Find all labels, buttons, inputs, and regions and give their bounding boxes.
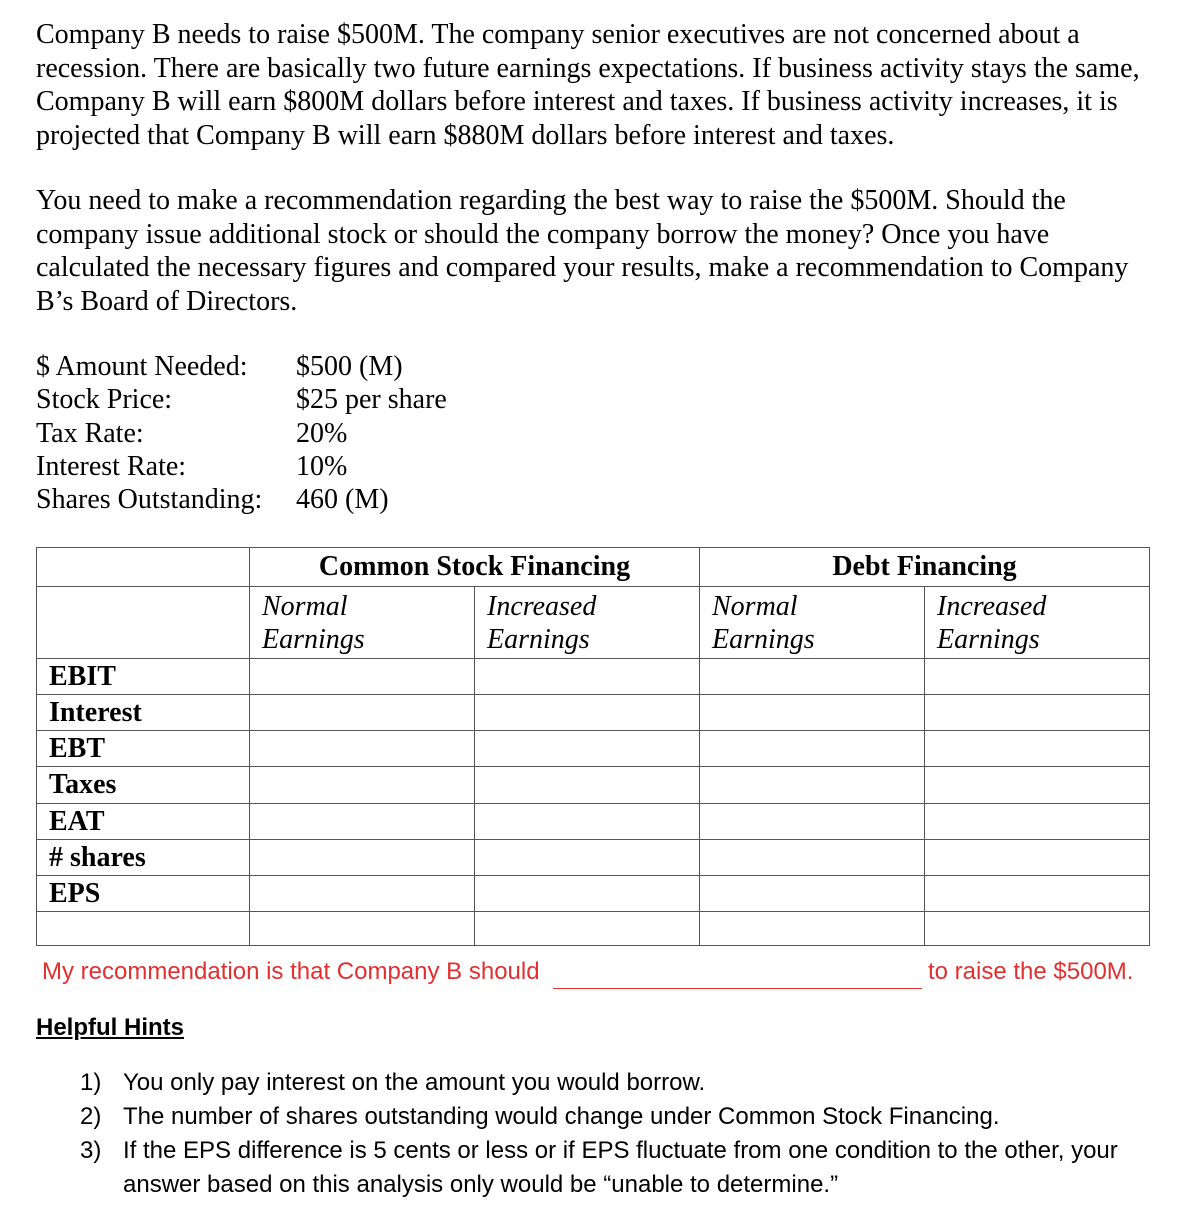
hint-item <box>80 1066 1143 1100</box>
hint-item <box>80 1100 1143 1134</box>
scenario-line1: Normal <box>712 591 798 622</box>
table-cell[interactable] <box>700 767 925 804</box>
table-empty-cell <box>37 587 250 659</box>
row-label-taxes: Taxes <box>37 767 250 804</box>
table-row <box>37 767 1150 804</box>
table-cell[interactable] <box>700 876 925 912</box>
scenario-line1: Increased <box>487 591 597 622</box>
param-row <box>36 450 447 483</box>
intro-paragraph-2: You need to make a recommendation regarding the best way to raise the $500M. Should the company issue additional stock or should the company borrow the money? Once you have calculated the necessary figures and compared your results, make a recommendation to Company B’s Board of Directors. <box>36 185 1129 317</box>
table-row <box>37 840 1150 876</box>
param-value: 20% <box>296 417 348 449</box>
table-cell[interactable] <box>925 876 1150 912</box>
table-cell <box>37 912 250 946</box>
scenario-line2: Earnings <box>262 624 365 655</box>
hint-number: 2) <box>80 1103 102 1130</box>
hint-text: If the EPS difference is 5 cents or less or if EPS fluctuate from one condition to the other, your answer based on this analysis only would be “unable to determine.” <box>123 1137 1118 1198</box>
param-label: Stock Price: <box>36 384 173 416</box>
hint-text: You only pay interest on the amount you would borrow. <box>123 1069 706 1096</box>
intro-paragraph-1: Company B needs to raise $500M. The company senior executives are not concerned about a recession. There are basically two future earnings expectations. If business activity stays the same, Company B will earn $800M dollars before interest and taxes. If business activity increases, it is projected that Company B will earn $880M dollars before interest and taxes. <box>36 19 1140 151</box>
recommendation-blank-line[interactable] <box>553 988 922 989</box>
row-label-eps: EPS <box>37 876 250 912</box>
table-row <box>37 695 1150 731</box>
recommendation-prefix: My recommendation is that Company B should <box>42 958 540 985</box>
parameters-list <box>36 350 447 516</box>
table-cell[interactable] <box>925 840 1150 876</box>
table-scenario-header-row <box>37 587 1150 659</box>
param-row <box>36 350 447 383</box>
scenario-line2: Earnings <box>487 624 590 655</box>
scenario-line1: Increased <box>937 591 1047 622</box>
table-cell[interactable] <box>700 912 925 946</box>
param-row <box>36 383 447 416</box>
param-value: $25 per share <box>296 384 447 416</box>
param-value: 460 (M) <box>296 484 389 516</box>
table-cell[interactable] <box>700 659 925 695</box>
recommendation-suffix: to raise the $500M. <box>928 958 1134 985</box>
param-label: Shares Outstanding: <box>36 484 263 516</box>
row-label-interest: Interest <box>37 695 250 731</box>
scenario-header <box>700 587 925 659</box>
table-cell[interactable] <box>475 804 700 840</box>
param-row <box>36 417 447 450</box>
table-cell[interactable] <box>700 695 925 731</box>
table-cell[interactable] <box>475 912 700 946</box>
table-cell[interactable] <box>475 876 700 912</box>
table-cell[interactable] <box>250 876 475 912</box>
scenario-line2: Earnings <box>937 624 1040 655</box>
table-row <box>37 912 1150 946</box>
param-label: Interest Rate: <box>36 450 187 482</box>
param-value: 10% <box>296 450 348 482</box>
table-corner-cell <box>37 548 250 587</box>
param-row <box>36 483 447 516</box>
group-header-common-stock: Common Stock Financing <box>250 548 700 587</box>
param-label: $ Amount Needed: <box>36 351 248 382</box>
table-cell[interactable] <box>475 695 700 731</box>
param-label: Tax Rate: <box>36 417 144 449</box>
table-cell[interactable] <box>925 659 1150 695</box>
table-cell[interactable] <box>925 695 1150 731</box>
scenario-header <box>475 587 700 659</box>
param-value: $500 (M) <box>296 351 403 382</box>
table-cell[interactable] <box>925 804 1150 840</box>
table-cell[interactable] <box>700 731 925 767</box>
table-row <box>37 804 1150 840</box>
table-cell[interactable] <box>475 767 700 804</box>
table-cell[interactable] <box>250 659 475 695</box>
table-cell[interactable] <box>250 804 475 840</box>
table-row <box>37 731 1150 767</box>
table-cell[interactable] <box>925 767 1150 804</box>
table-cell[interactable] <box>475 659 700 695</box>
table-cell[interactable] <box>700 840 925 876</box>
row-label-shares: # shares <box>37 840 250 876</box>
hint-text: The number of shares outstanding would change under Common Stock Financing. <box>123 1103 1000 1130</box>
financing-table <box>36 547 1150 946</box>
row-label-eat: EAT <box>37 804 250 840</box>
row-label-ebt: EBT <box>37 731 250 767</box>
table-group-header-row <box>37 548 1150 587</box>
table-cell[interactable] <box>250 767 475 804</box>
scenario-line1: Normal <box>262 591 348 622</box>
row-label-ebit: EBIT <box>37 659 250 695</box>
table-cell[interactable] <box>250 695 475 731</box>
table-cell[interactable] <box>700 804 925 840</box>
table-cell[interactable] <box>925 731 1150 767</box>
table-cell[interactable] <box>250 840 475 876</box>
table-cell[interactable] <box>250 731 475 767</box>
table-row <box>37 876 1150 912</box>
scenario-header <box>925 587 1150 659</box>
hint-number: 3) <box>80 1137 102 1164</box>
helpful-hints-title: Helpful Hints <box>36 1014 184 1041</box>
table-row <box>37 659 1150 695</box>
group-header-debt: Debt Financing <box>700 548 1150 587</box>
scenario-line2: Earnings <box>712 624 815 655</box>
hint-number: 1) <box>80 1069 102 1096</box>
table-cell[interactable] <box>475 840 700 876</box>
table-cell[interactable] <box>250 912 475 946</box>
scenario-header <box>250 587 475 659</box>
table-cell[interactable] <box>925 912 1150 946</box>
hint-item <box>80 1134 1143 1202</box>
table-cell[interactable] <box>475 731 700 767</box>
